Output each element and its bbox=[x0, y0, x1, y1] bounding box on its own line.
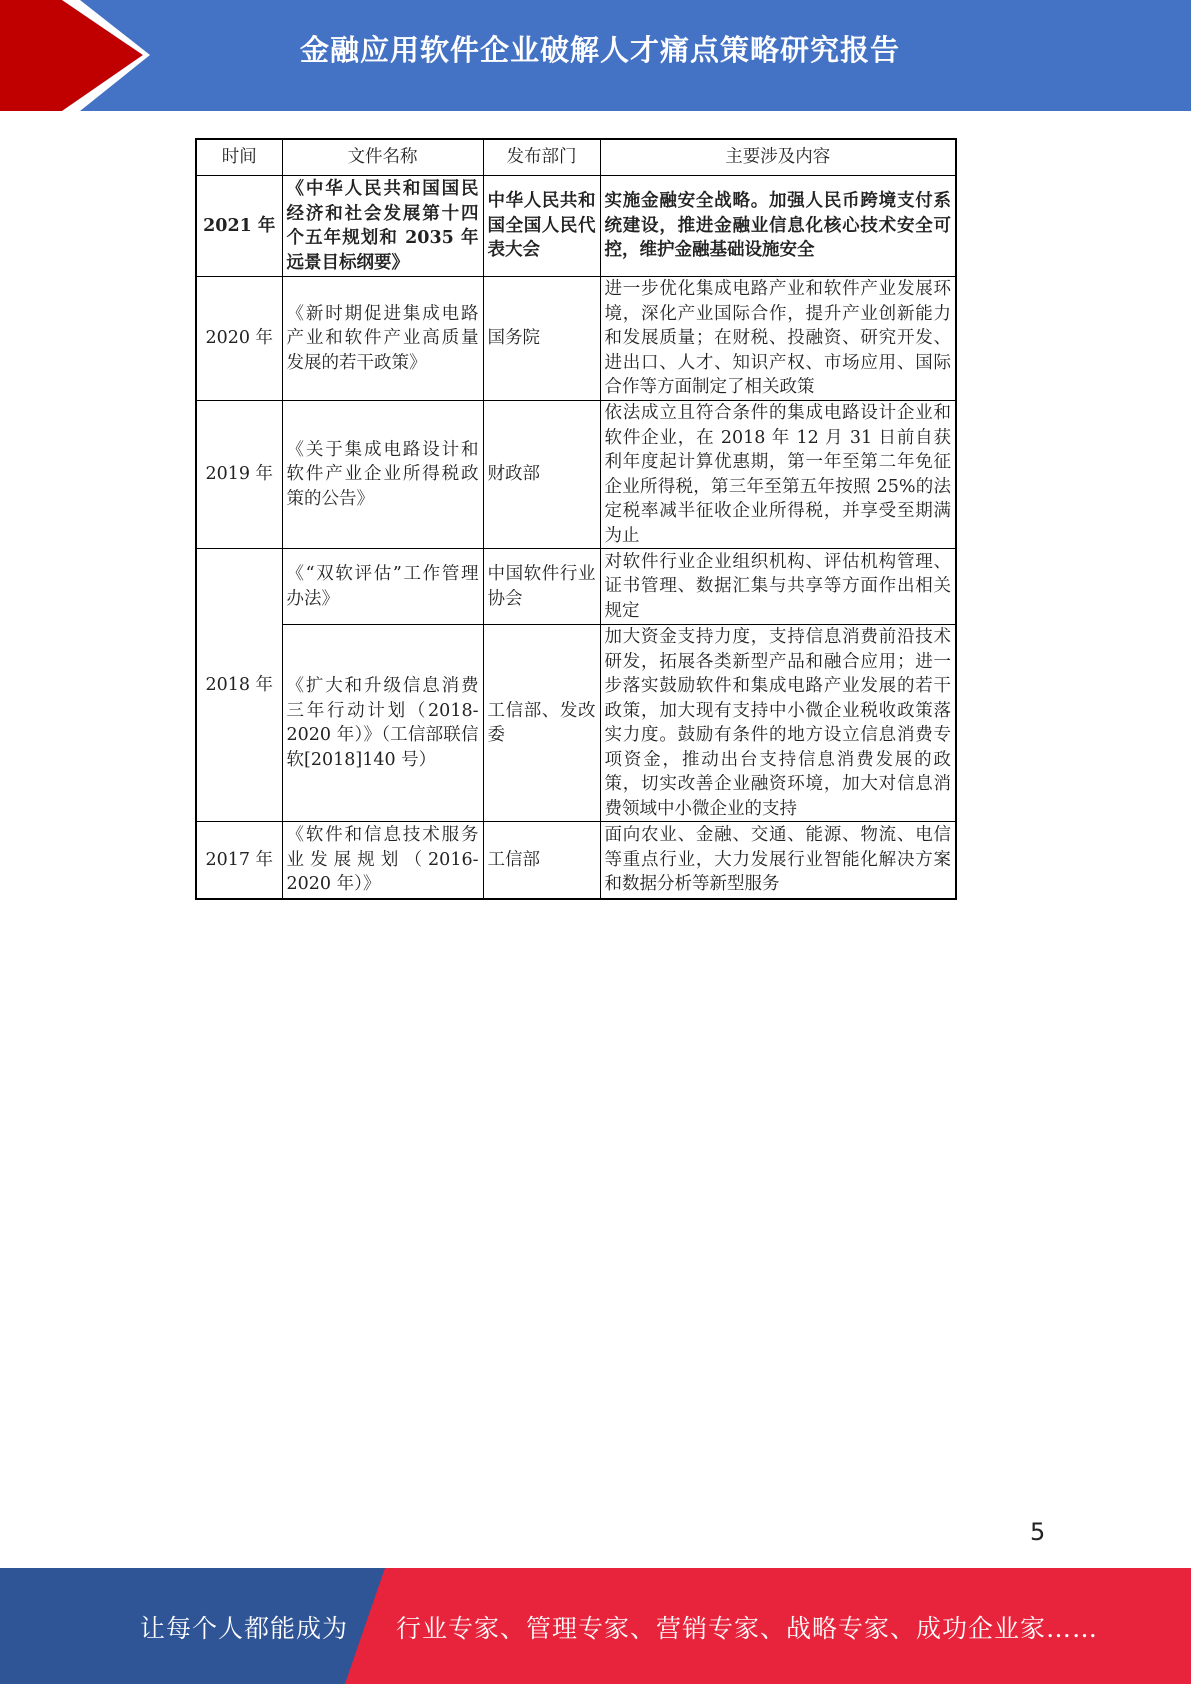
footer-slogan-left: 让每个人都能成为 bbox=[140, 1614, 349, 1643]
page-footer bbox=[0, 1568, 1191, 1684]
department-cell: 工信部、发改委 bbox=[483, 625, 600, 822]
year-cell: 2021 年 bbox=[196, 176, 282, 277]
document-cell: 《扩大和升级信息消费三年行动计划（2018-2020 年）》（工信部联信软[2018]140 号） bbox=[282, 625, 483, 822]
document-cell: 《“双软评估”工作管理办法》 bbox=[282, 549, 483, 625]
report-title: 金融应用软件企业破解人才痛点策略研究报告 bbox=[299, 33, 900, 67]
year-cell: 2018 年 bbox=[196, 549, 282, 822]
content-cell: 加大资金支持力度，支持信息消费前沿技术研发，拓展各类新型产品和融合应用；进一步落实鼓励软件和集成电路产业发展的若干政策，加大现有支持中小微企业税收政策落实力度。鼓励有条件的地方设立信息消费专项资金，推动出台支持信息消费发展的政策，切实改善企业融资环境，加大对信息消费领域中小微企业的支持 bbox=[600, 625, 956, 822]
table-row bbox=[196, 822, 956, 899]
document-cell: 《软件和信息技术服务业发展规划（2016-2020 年）》 bbox=[282, 822, 483, 899]
department-cell: 中华人民共和国全国人民代表大会 bbox=[483, 176, 600, 277]
department-cell: 中国软件行业协会 bbox=[483, 549, 600, 625]
year-cell: 2020 年 bbox=[196, 277, 282, 401]
year-cell: 2017 年 bbox=[196, 822, 282, 899]
header-time: 时间 bbox=[196, 139, 282, 176]
department-cell: 财政部 bbox=[483, 401, 600, 549]
content-cell: 进一步优化集成电路产业和软件产业发展环境，深化产业国际合作，提升产业创新能力和发展质量；在财税、投融资、研究开发、进出口、人才、知识产权、市场应用、国际合作等方面制定了相关政策 bbox=[600, 277, 956, 401]
table-header-row bbox=[196, 139, 956, 176]
department-cell: 工信部 bbox=[483, 822, 600, 899]
header-document-name: 文件名称 bbox=[282, 139, 483, 176]
red-arrow-icon bbox=[0, 0, 170, 111]
department-cell: 国务院 bbox=[483, 277, 600, 401]
policy-table bbox=[195, 138, 957, 900]
table-row bbox=[196, 401, 956, 549]
footer-slogan-right: 行业专家、管理专家、营销专家、战略专家、成功企业家…… bbox=[396, 1614, 1099, 1643]
table-row bbox=[196, 549, 956, 625]
table-row bbox=[196, 176, 956, 277]
page-header bbox=[0, 0, 1191, 111]
year-cell: 2019 年 bbox=[196, 401, 282, 549]
header-department: 发布部门 bbox=[483, 139, 600, 176]
document-cell: 《新时期促进集成电路产业和软件产业高质量发展的若干政策》 bbox=[282, 277, 483, 401]
header-content: 主要涉及内容 bbox=[600, 139, 956, 176]
page-number: 5 bbox=[1030, 1518, 1046, 1546]
table-row bbox=[196, 277, 956, 401]
content-cell: 面向农业、金融、交通、能源、物流、电信等重点行业，大力发展行业智能化解决方案和数据分析等新型服务 bbox=[600, 822, 956, 899]
document-cell: 《关于集成电路设计和软件产业企业所得税政策的公告》 bbox=[282, 401, 483, 549]
table-row bbox=[196, 625, 956, 822]
document-cell: 《中华人民共和国国民经济和社会发展第十四个五年规划和 2035 年远景目标纲要》 bbox=[282, 176, 483, 277]
content-cell: 依法成立且符合条件的集成电路设计企业和软件企业，在 2018 年 12 月 31 日前自获利年度起计算优惠期，第一年至第二年免征企业所得税，第三年至第五年按照 25%的法定税率减半征收企业所得税，并享受至期满为止 bbox=[600, 401, 956, 549]
content-cell: 对软件行业企业组织机构、评估机构管理、证书管理、数据汇集与共享等方面作出相关规定 bbox=[600, 549, 956, 625]
content-cell: 实施金融安全战略。加强人民币跨境支付系统建设，推进金融业信息化核心技术安全可控，维护金融基础设施安全 bbox=[600, 176, 956, 277]
